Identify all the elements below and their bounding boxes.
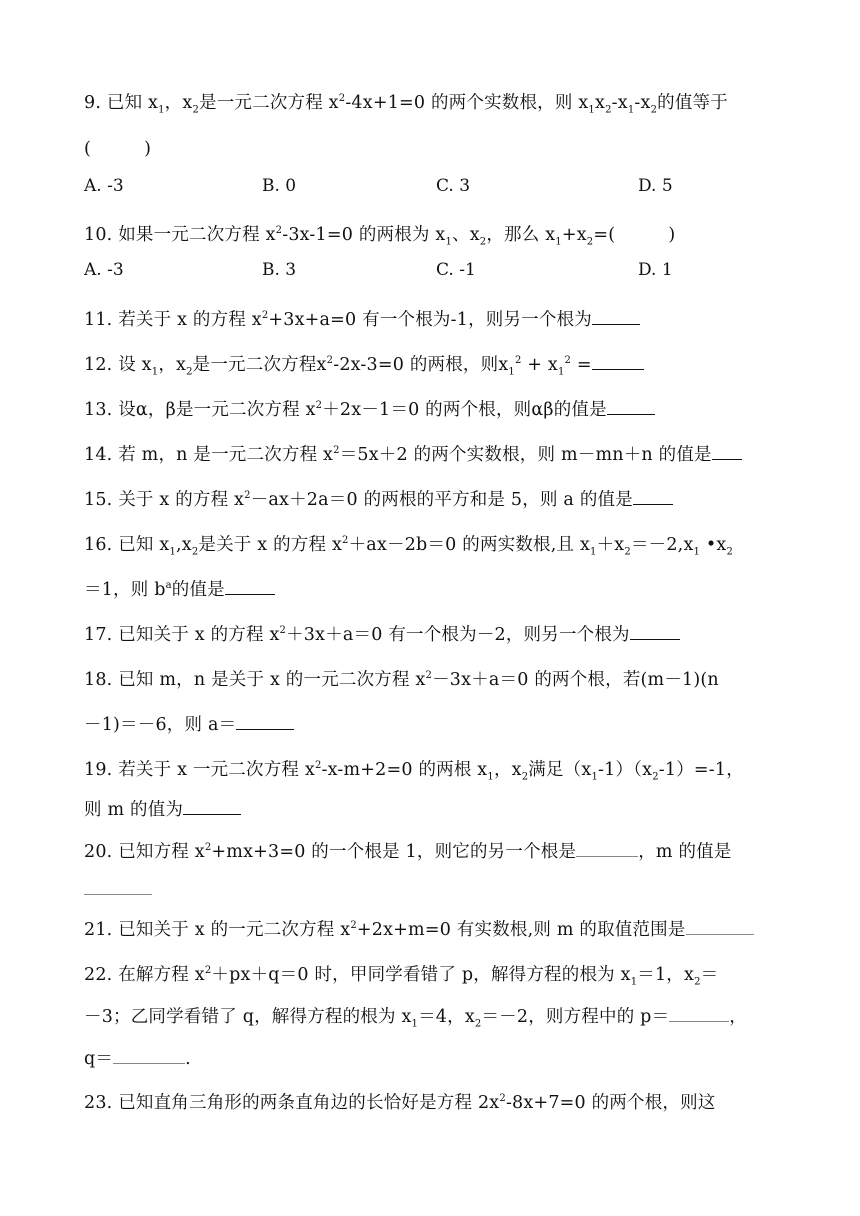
answer-blank-p[interactable] — [669, 1007, 729, 1022]
question-14: 14. 若 m，n 是一元二次方程 $x^2=5x+2$ 的两个实数根，则 m－mn＋n 的值是 — [84, 441, 808, 469]
answer-blank[interactable] — [686, 920, 754, 935]
answer-blank[interactable] — [592, 355, 644, 370]
option-c[interactable]: C. -1 — [436, 260, 476, 280]
answer-blank[interactable] — [633, 490, 673, 505]
question-12: 12. 设 $x_1$，$x_2$是一元二次方程$x^2-2x-3=0$ 的两根，则$x_1^2 + x_1^2$ = — [84, 351, 808, 379]
option-a[interactable]: A. -3 — [84, 260, 124, 280]
answer-blank[interactable] — [183, 800, 241, 815]
question-19: 19. 若关于 x 一元二次方程 $x^2-x-m+2=0$ 的两根 $x_1$，$x_2$满足$(x_1-1)(x_2-1)=-1$， — [84, 760, 744, 783]
option-c[interactable]: C. 3 — [436, 176, 471, 196]
question-23: 23. 已知直角三角形的两条直角边的长恰好是方程 $2x^2-8x+7=0$ 的两个根，则这 — [84, 1093, 716, 1113]
question-16-cont: ＝1，则 $b^a$的值是 — [84, 576, 808, 604]
question-16: 16. 已知 $x_1,x_2$是关于 x 的方程 $x^2+ax-2b=0$ 的两实数根,且 $x_1+x_2=-2,x_1$ $•x_2$ — [84, 535, 734, 558]
answer-blank-m[interactable] — [84, 880, 152, 895]
option-b[interactable]: B. 0 — [262, 176, 297, 196]
question-18-cont: －1)＝－6，则 a＝ — [84, 711, 808, 739]
answer-blank[interactable] — [630, 625, 680, 640]
question-21: 21. 已知关于 x 的一元二次方程 $x^2+2x+m=0$ 有实数根,则 m 的取值范围是 — [84, 916, 808, 944]
question-22-cont: －3；乙同学看错了 q，解得方程的根为 $x_1=4$，$x_2=-2$，则方程中的 p＝ ， — [84, 1007, 747, 1030]
question-22: 22. 在解方程 $x^2+px+q=0$ 时，甲同学看错了 p，解得方程的根为 $x_1=1$，$x_2=$ — [84, 965, 719, 988]
question-19-cont: 则 m 的值为 — [84, 796, 808, 824]
answer-blank-q[interactable] — [113, 1049, 185, 1064]
question-20-cont — [84, 876, 808, 904]
question-18: 18. 已知 m，n 是关于 x 的一元二次方程 $x^2-3x+a=0$ 的两个根，若(m－1)(n — [84, 670, 719, 690]
answer-blank[interactable] — [607, 400, 655, 415]
question-10: 10. 如果一元二次方程 $x^2-3x-1=0$ 的两根为 $x_1$、$x_2$，那么 $x_1+x_2=$( ) — [84, 225, 676, 248]
question-20: 20. 已知方程 $x^2+mx+3=0$ 的一个根是 1，则它的另一个根是 ，m 的值是 — [84, 842, 732, 862]
answer-blank[interactable] — [592, 310, 640, 325]
answer-blank[interactable] — [225, 580, 275, 595]
option-a[interactable]: A. -3 — [84, 176, 124, 196]
question-22-cont2: q＝ . — [84, 1049, 191, 1069]
option-d[interactable]: D. 1 — [638, 260, 673, 280]
question-13: 13. 设α，β是一元二次方程 $x^2+2x-1=0$ 的两个根，则αβ的值是 — [84, 396, 808, 424]
question-9: 9. 已知 $x_1$，$x_2$是一元二次方程 $x^2-4x+1=0$ 的两个实数根，则 $x_1x_2-x_1-x_2$的值等于 — [84, 93, 728, 116]
question-17: 17. 已知关于 x 的方程 $x^2+3x+a=0$ 有一个根为－2，则另一个根为 — [84, 621, 808, 649]
option-d[interactable]: D. 5 — [638, 176, 673, 196]
answer-blank[interactable] — [236, 715, 294, 730]
option-b[interactable]: B. 3 — [262, 260, 297, 280]
question-15: 15. 关于 x 的方程 $x^2-ax+2a=0$ 的两根的平方和是 5，则 a 的值是 — [84, 486, 808, 514]
answer-blank-other-root[interactable] — [576, 842, 638, 857]
question-11: 11. 若关于 x 的方程 $x^2+3x+a=0$ 有一个根为-1，则另一个根为 — [84, 306, 808, 334]
question-9-answer-paren: ( ) — [84, 139, 152, 159]
answer-blank[interactable] — [712, 445, 742, 460]
